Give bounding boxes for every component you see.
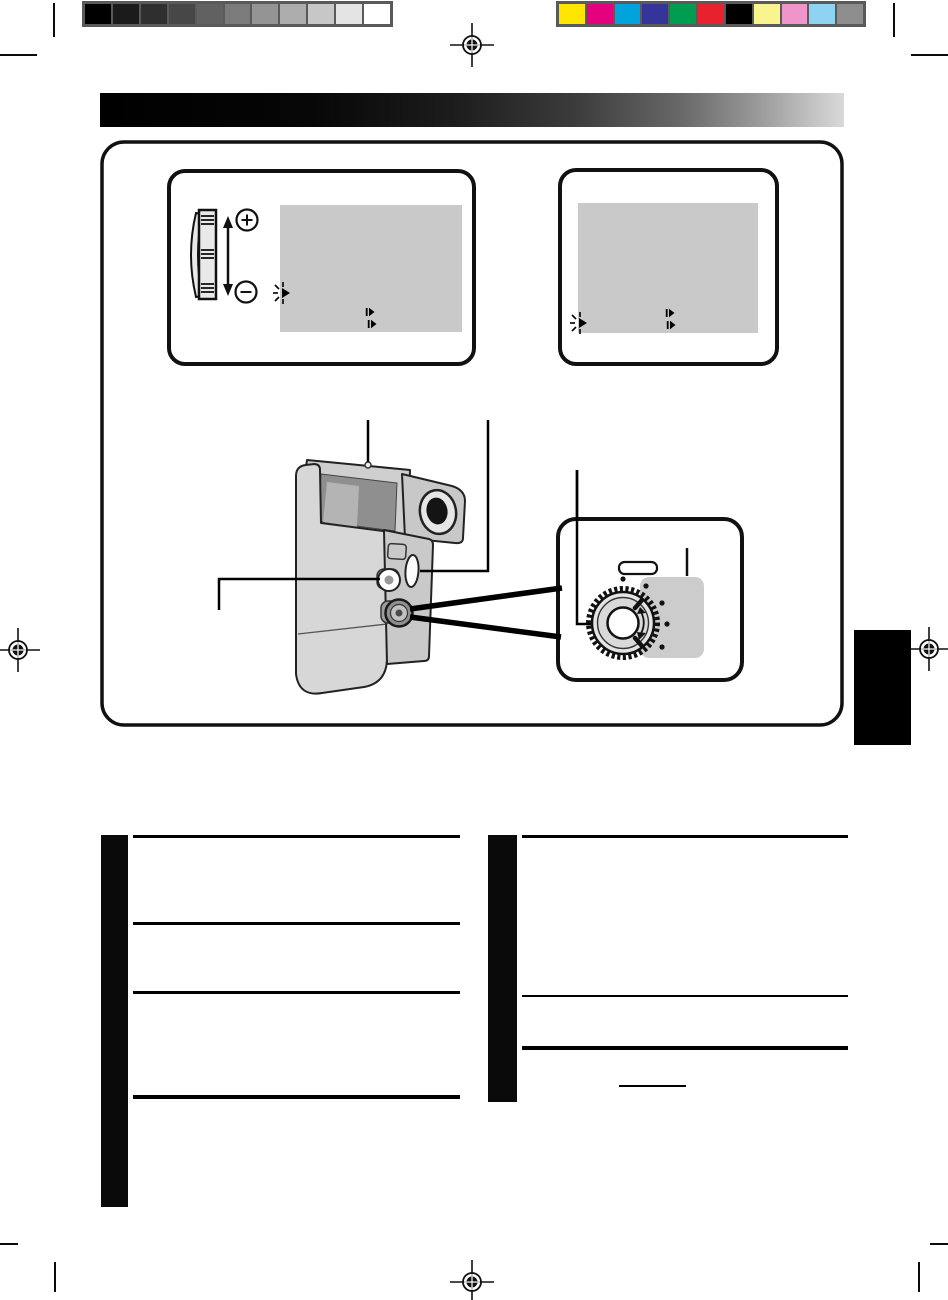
- registration-mark-left: [0, 628, 40, 672]
- crop-mark-top-right-vertical: [893, 3, 895, 37]
- registration-mark-right: [907, 627, 948, 671]
- header-gradient-bar: [100, 93, 844, 127]
- grayscale-calibration-strip: [82, 1, 393, 27]
- calibration-swatch: [726, 4, 752, 24]
- calibration-swatch: [670, 4, 696, 24]
- registration-mark-bottom: [450, 1260, 494, 1300]
- panel-screen-alt: [560, 170, 777, 364]
- calibration-swatch: [782, 4, 808, 24]
- side-round-button-center: [385, 576, 394, 585]
- calibration-swatch: [559, 4, 585, 24]
- right-column-rule-2: [522, 995, 848, 997]
- figure-illustration: [100, 140, 844, 727]
- camera-side-face: [384, 530, 433, 664]
- crop-mark-top-left-vertical: [53, 3, 55, 37]
- camera-window-highlight: [323, 482, 359, 527]
- calibration-swatch: [169, 4, 195, 24]
- left-column-rule-1: [133, 835, 460, 838]
- right-column-rule-3: [522, 1046, 848, 1050]
- left-column-sidebar: [101, 835, 128, 1207]
- calibration-swatch: [197, 4, 223, 24]
- dial-center-button: [608, 608, 639, 639]
- calibration-swatch: [587, 4, 613, 24]
- side-dial-center: [396, 610, 403, 617]
- calibration-swatch: [642, 4, 668, 24]
- crop-mark-bottom-right-horizontal: [930, 1243, 948, 1245]
- calibration-swatch: [252, 4, 278, 24]
- left-column-rule-2: [133, 922, 460, 925]
- registration-mark-top: [450, 23, 494, 67]
- crop-mark-bottom-left-vertical: [54, 1262, 56, 1292]
- calibration-swatch: [336, 4, 362, 24]
- crop-mark-top-left-horizontal: [0, 54, 37, 56]
- brightness-wheel-icon: [191, 210, 216, 299]
- calibration-swatch: [809, 4, 835, 24]
- calibration-swatch: [113, 4, 139, 24]
- left-column-rule-4: [133, 1095, 460, 1099]
- crop-mark-top-right-horizontal: [911, 54, 948, 56]
- left-column-rule-3: [133, 991, 460, 994]
- calibration-swatch: [615, 4, 641, 24]
- viewfinder-screen: [578, 203, 758, 333]
- panel-brightness-screen: [169, 171, 474, 364]
- figure-box: [100, 140, 844, 727]
- calibration-swatch: [754, 4, 780, 24]
- page-edge-tab: [854, 630, 911, 745]
- closeup-button: [619, 562, 657, 574]
- right-column-underline: [619, 1085, 686, 1087]
- color-calibration-strip: [556, 1, 866, 27]
- calibration-swatch: [85, 4, 111, 24]
- calibration-swatch: [364, 4, 390, 24]
- camera-top-led: [365, 462, 371, 468]
- minus-circle-icon: [236, 282, 257, 303]
- crop-mark-bottom-left-horizontal: [0, 1243, 18, 1245]
- calibration-swatch: [141, 4, 167, 24]
- calibration-swatch: [698, 4, 724, 24]
- calibration-swatch: [308, 4, 334, 24]
- calibration-swatch: [837, 4, 863, 24]
- right-column-sidebar: [488, 835, 517, 1102]
- right-column-rule-1: [522, 835, 848, 838]
- plus-circle-icon: [237, 210, 258, 231]
- calibration-swatch: [280, 4, 306, 24]
- calibration-swatch: [225, 4, 251, 24]
- crop-mark-bottom-right-vertical: [918, 1262, 920, 1292]
